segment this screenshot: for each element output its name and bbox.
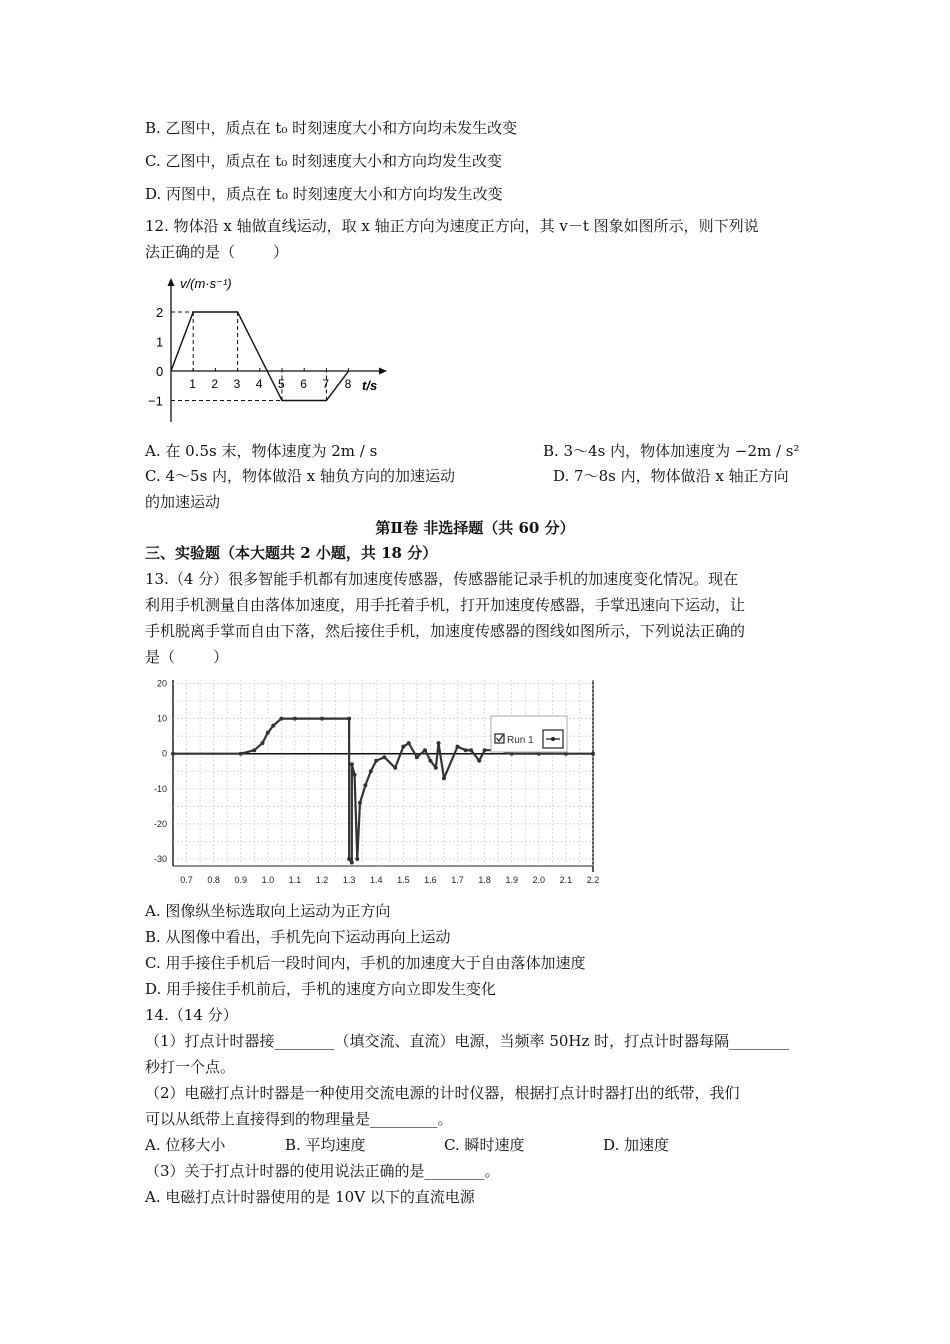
vt-x-tick-label: 4 (255, 377, 263, 391)
vt-x-tick-label: 3 (233, 377, 241, 391)
accel-data-point (591, 752, 595, 756)
vt-y-label: v/(m·s⁻¹) (180, 276, 232, 291)
accel-x-tick-label: 2.1 (559, 875, 573, 885)
vt-chart (150, 272, 395, 432)
accel-data-point (401, 745, 405, 749)
q11-option-c: C. 乙图中，质点在 t₀ 时刻速度大小和方向均发生改变 (145, 152, 503, 170)
accel-data-point (350, 762, 354, 766)
q12-stem-line2: 法正确的是（ ） (145, 243, 289, 261)
q12-option-a: A. 在 0.5s 末，物体速度为 2m / s (145, 442, 378, 460)
vt-y-tick-label: −1 (148, 393, 163, 409)
accel-data-point (456, 745, 460, 749)
q13-option-d: D. 用手接住手机前后，手机的速度方向立即发生变化 (145, 980, 497, 998)
q14-part2-option-d: D. 加速度 (603, 1136, 670, 1154)
q13-option-c: C. 用手接住手机后一段时间内，手机的加速度大于自由落体加速度 (145, 954, 586, 972)
accel-chart (143, 676, 603, 890)
accel-data-point (271, 724, 275, 728)
accel-data-point (464, 748, 468, 752)
accel-data-point (350, 860, 354, 864)
vt-x-arrow (379, 368, 387, 375)
accel-data-point (279, 717, 283, 721)
accel-data-point (252, 748, 256, 752)
accel-data-point (347, 857, 351, 861)
accel-x-tick-label: 1.2 (315, 875, 329, 885)
accel-legend-label: Run 1 (507, 735, 534, 746)
accel-y-tick-label: -30 (153, 853, 167, 864)
q13-stem-line2: 利用手机测量自由落体加速度，用手托着手机，打开加速度传感器，手掌迅速向下运动，让 (145, 596, 746, 614)
vt-y-tick-label: 2 (156, 305, 164, 320)
accel-data-point (358, 801, 362, 805)
vt-x-tick-label: 5 (278, 377, 285, 391)
q11-option-d: D. 丙图中，质点在 t₀ 时刻速度大小和方向均发生改变 (145, 185, 503, 203)
accel-data-point (353, 773, 357, 777)
q12-option-b: B. 3～4s 内，物体加速度为 −2m / s² (543, 442, 800, 460)
accel-x-tick-label: 1.1 (288, 875, 302, 885)
q14-head: 14.（14 分） (145, 1006, 238, 1024)
q12-option-d-cont: 的加速运动 (145, 493, 221, 511)
q13-stem-line3: 手机脱离手掌而自由下落，然后接住手机，加速度传感器的图线如图所示，下列说法正确的 (145, 622, 746, 640)
accel-x-tick-label: 1.7 (451, 875, 464, 885)
accel-x-tick-label: 0.8 (207, 875, 220, 885)
accel-data-point (477, 759, 481, 763)
accel-data-point (320, 717, 324, 721)
accel-x-tick-label: 1.3 (342, 875, 356, 885)
accel-data-point (469, 748, 473, 752)
accel-data-point (239, 752, 243, 756)
accel-x-tick-label: 0.9 (234, 875, 247, 885)
q11-option-b: B. 乙图中，质点在 t₀ 时刻速度大小和方向均未发生改变 (145, 119, 518, 137)
accel-data-point (171, 752, 175, 756)
accel-x-tick-label: 2.2 (586, 875, 600, 885)
accel-data-point (374, 759, 378, 763)
accel-y-tick-label: 20 (156, 678, 167, 689)
q14-part2-option-b: B. 平均速度 (285, 1136, 366, 1154)
q14-part3-line1: （3）关于打点计时器的使用说法正确的是________。 (145, 1162, 500, 1180)
q13-option-b: B. 从图像中看出，手机先向下运动再向上运动 (145, 928, 451, 946)
accel-data-point (260, 741, 264, 745)
q12-option-c: C. 4～5s 内，物体做沿 x 轴负方向的加速运动 (145, 467, 456, 485)
q13-option-a: A. 图像纵坐标选取向上运动为正方向 (145, 902, 391, 920)
vt-x-label: t/s (362, 378, 378, 393)
vt-y-tick-label: 1 (156, 334, 164, 350)
q14-part3-option-a: A. 电磁打点计时器使用的是 10V 以下的直流电源 (145, 1188, 475, 1206)
accel-y-tick-label: -20 (153, 818, 167, 829)
accel-data-point (483, 748, 487, 752)
accel-y-tick-label: 0 (161, 748, 167, 759)
accel-x-tick-label: 1.5 (397, 875, 410, 885)
vt-x-tick-label: 1 (189, 377, 196, 391)
accel-data-point (434, 766, 438, 770)
q14-part2-line1: （2）电磁打点计时器是一种使用交流电源的计时仪器，根据打点计时器打出的纸带，我们 (145, 1084, 740, 1102)
q14-part2-option-c: C. 瞬时速度 (444, 1136, 525, 1154)
accel-data-point (415, 755, 419, 759)
vt-x-tick-label: 7 (322, 377, 330, 391)
section-3-title: 三、实验题（本大题共 2 小题，共 18 分） (145, 544, 438, 562)
q14-part1-line1: （1）打点计时器接________（填交流、直流）电源，当频率 50Hz 时，打点计时器每隔________ (145, 1032, 790, 1050)
accel-data-point (382, 755, 386, 759)
accel-data-point (293, 717, 297, 721)
accel-data-point (266, 731, 270, 735)
accel-data-point (393, 766, 397, 770)
q13-stem-line4: 是（ ） (145, 648, 229, 666)
accel-x-tick-label: 1.4 (369, 875, 383, 885)
accel-data-point (355, 857, 359, 861)
q12-stem-line1: 12. 物体沿 x 轴做直线运动，取 x 轴正方向为速度正方向，其 v－t 图象如图所示，则下列说 (145, 217, 759, 235)
accel-y-tick-label: 10 (156, 713, 167, 724)
accel-x-tick-label: 2.0 (532, 875, 546, 885)
vt-y-arrow (168, 278, 175, 286)
vt-x-tick-label: 2 (211, 377, 219, 391)
accel-x-tick-label: 1.0 (261, 875, 275, 885)
q12-option-d: D. 7～8s 内，物体做沿 x 轴正方向 (553, 467, 789, 485)
accel-x-tick-label: 1.6 (424, 875, 437, 885)
accel-data-point (428, 759, 432, 763)
vt-x-tick-label: 8 (344, 377, 352, 391)
accel-x-tick-label: 1.9 (505, 875, 518, 885)
vt-y-tick-label: 0 (156, 364, 164, 379)
accel-data-point (442, 776, 446, 780)
accel-data-point (363, 783, 367, 787)
vt-x-tick-label: 6 (300, 377, 307, 391)
section-2-title: 第Ⅱ卷 非选择题（共 60 分） (375, 519, 575, 537)
accel-data-point (347, 717, 351, 721)
q14-part2-option-a: A. 位移大小 (145, 1136, 226, 1154)
q14-part1-line2: 秒打一个点。 (145, 1058, 236, 1076)
accel-data-point (369, 769, 373, 773)
q14-part2-line2: 可以从纸带上直接得到的物理量是_________。 (145, 1110, 453, 1128)
accel-data-point (437, 741, 441, 745)
accel-x-tick-label: 1.8 (478, 875, 491, 885)
accel-data-point (423, 748, 427, 752)
q13-stem-line1: 13.（4 分）很多智能手机都有加速度传感器，传感器能记录手机的加速度变化情况。现在 (145, 570, 739, 588)
accel-x-tick-label: 0.7 (180, 875, 193, 885)
accel-y-tick-label: -10 (153, 783, 167, 794)
accel-data-point (407, 741, 411, 745)
